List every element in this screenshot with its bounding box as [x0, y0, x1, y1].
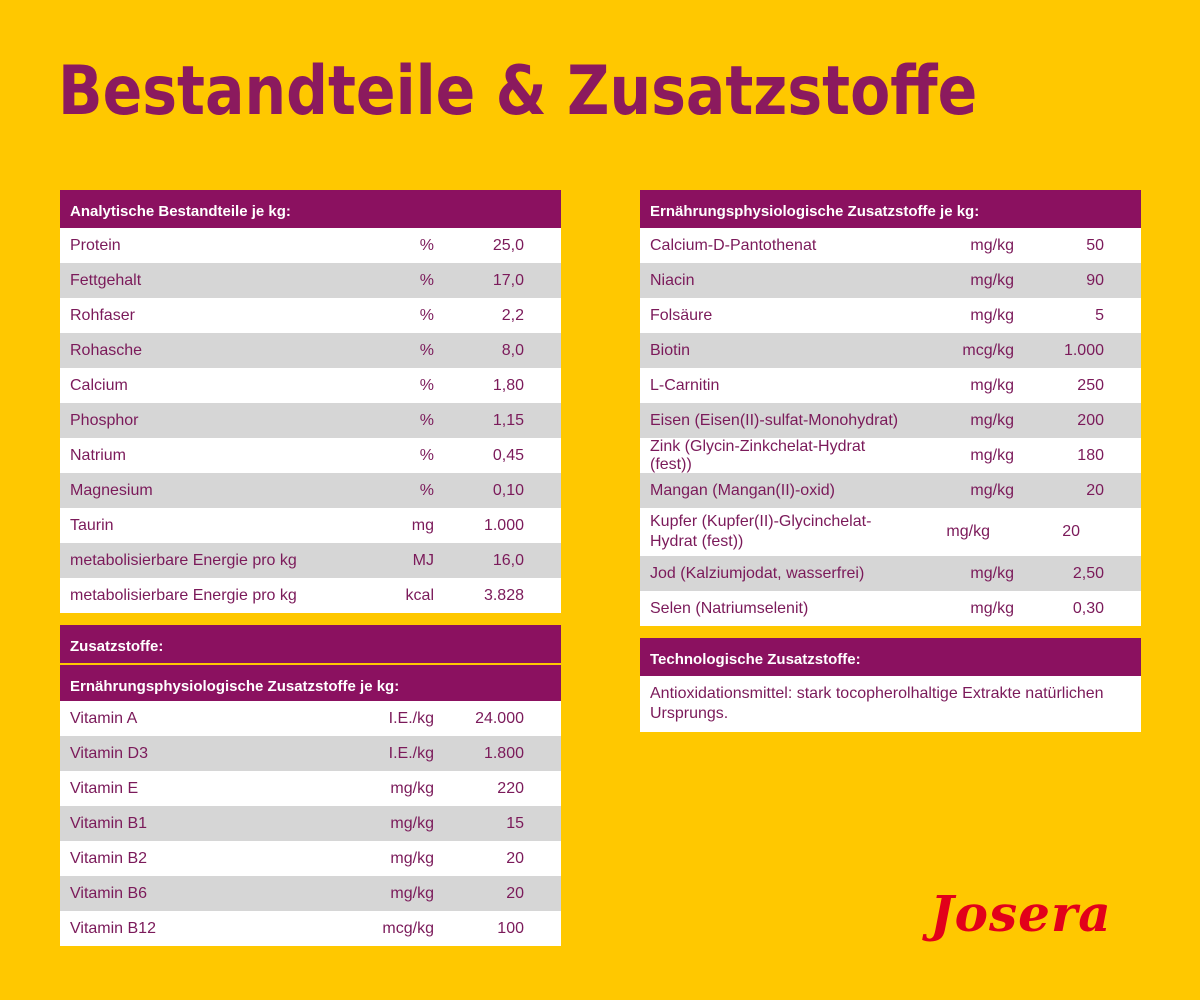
row-value: 24.000: [475, 709, 524, 727]
analytic-table: [60, 190, 561, 613]
additives-subheader: Ernährungsphysiologische Zusatzstoffe je kg:: [60, 663, 561, 701]
row-name: Vitamin B12: [70, 919, 156, 937]
row-unit: mg/kg: [970, 481, 1014, 499]
row-name: Folsäure: [650, 306, 713, 324]
table-row: [60, 298, 561, 333]
row-name: Vitamin B6: [70, 884, 148, 902]
technological-table: [640, 638, 1141, 732]
row-unit: I.E./kg: [388, 709, 434, 727]
row-value: 50: [1086, 236, 1104, 254]
row-name: Natrium: [70, 446, 127, 464]
table-row: [60, 841, 561, 876]
additives-header: Zusatzstoffe:: [60, 625, 561, 663]
row-name: Selen (Natriumselenit): [650, 599, 809, 617]
row-unit: mg/kg: [970, 411, 1014, 429]
row-name: Jod (Kalziumjodat, wasserfrei): [650, 564, 865, 582]
row-value: 3.828: [483, 586, 524, 604]
technological-text: Antioxidationsmittel: stark tocopherolhaltige Extrakte natürlichen Ursprungs.: [640, 676, 1141, 732]
row-name: Calcium: [70, 376, 128, 394]
row-value: 20: [1062, 523, 1080, 540]
row-unit: mg/kg: [390, 849, 434, 867]
row-name: Biotin: [650, 341, 691, 359]
row-unit: I.E./kg: [388, 744, 434, 762]
table-row: [60, 701, 561, 736]
row-unit: mg/kg: [970, 376, 1014, 394]
row-name: Vitamin B1: [70, 814, 148, 832]
row-unit: mg/kg: [970, 306, 1014, 324]
row-value: 8,0: [501, 341, 524, 359]
row-unit: %: [419, 236, 434, 254]
table-row: [640, 403, 1141, 438]
row-value: 20: [1086, 481, 1104, 499]
row-unit: %: [419, 481, 434, 499]
row-value: 200: [1077, 411, 1104, 429]
row-value: 15: [506, 814, 524, 832]
table-row: [60, 508, 561, 543]
row-unit: %: [419, 411, 434, 429]
row-name: Magnesium: [70, 481, 153, 499]
row-unit: mg/kg: [390, 814, 434, 832]
row-value: 1.000: [1063, 341, 1104, 359]
table-row: [60, 403, 561, 438]
table-row: [640, 556, 1141, 591]
table-row: [60, 473, 561, 508]
table-row: [60, 578, 561, 613]
row-unit: mg/kg: [970, 271, 1014, 289]
table-row: [640, 508, 1141, 556]
row-name: Niacin: [650, 271, 695, 289]
nutritional-rows: [640, 228, 1141, 626]
row-name: Vitamin D3: [70, 744, 148, 762]
row-value: 1.800: [483, 744, 524, 762]
additives-table: [60, 625, 561, 946]
row-unit: %: [419, 271, 434, 289]
row-value: 1,15: [492, 411, 524, 429]
nutritional-header: Ernährungsphysiologische Zusatzstoffe je kg:: [640, 190, 1141, 228]
analytic-rows: [60, 228, 561, 613]
technological-header: Technologische Zusatzstoffe:: [640, 638, 1141, 676]
row-unit: %: [419, 306, 434, 324]
row-unit: MJ: [412, 551, 434, 569]
row-value: 90: [1086, 271, 1104, 289]
row-unit: kcal: [405, 586, 434, 604]
row-unit: mg/kg: [946, 523, 990, 540]
row-value: 5: [1095, 306, 1104, 324]
row-value: 17,0: [492, 271, 524, 289]
table-row: [60, 806, 561, 841]
row-name: Kupfer (Kupfer(II)-Glycinchelat-Hydrat (fest)): [650, 513, 872, 550]
row-value: 1,80: [492, 376, 524, 394]
row-value: 250: [1077, 376, 1104, 394]
row-name: Calcium-D-Pantothenat: [650, 236, 817, 254]
row-value: 220: [497, 779, 524, 797]
row-value: 2,50: [1072, 564, 1104, 582]
row-name: Protein: [70, 236, 121, 254]
row-value: 20: [506, 884, 524, 902]
row-unit: mcg/kg: [382, 919, 434, 937]
table-row: [640, 368, 1141, 403]
table-row: [60, 543, 561, 578]
row-value: 180: [1077, 446, 1104, 464]
table-row: [60, 736, 561, 771]
josera-logo: Josera: [930, 884, 1112, 943]
row-value: 2,2: [501, 306, 524, 324]
row-unit: mg/kg: [970, 564, 1014, 582]
row-unit: mg/kg: [390, 779, 434, 797]
row-value: 20: [506, 849, 524, 867]
table-row: [60, 911, 561, 946]
row-value: 16,0: [492, 551, 524, 569]
row-unit: mg/kg: [970, 236, 1014, 254]
row-value: 100: [497, 919, 524, 937]
row-unit: %: [419, 446, 434, 464]
row-value: 0,30: [1072, 599, 1104, 617]
table-row: [640, 263, 1141, 298]
row-value: 0,10: [492, 481, 524, 499]
additives-rows: [60, 701, 561, 946]
row-name: Zink (Glycin-Zinkchelat-Hydrat (fest)): [650, 437, 866, 473]
row-name: Vitamin E: [70, 779, 139, 797]
table-row: [60, 438, 561, 473]
table-row: [60, 263, 561, 298]
table-row: [640, 473, 1141, 508]
row-value: 0,45: [492, 446, 524, 464]
row-name: Eisen (Eisen(II)-sulfat-Monohydrat): [650, 411, 899, 429]
table-row: [640, 591, 1141, 626]
row-value: 25,0: [492, 236, 524, 254]
row-unit: mg/kg: [970, 446, 1014, 464]
table-row: [60, 333, 561, 368]
table-row: [640, 333, 1141, 368]
row-unit: mcg/kg: [962, 341, 1014, 359]
table-row: [60, 228, 561, 263]
row-value: 1.000: [483, 516, 524, 534]
table-row: [60, 876, 561, 911]
page-title: Bestandteile & Zusatzstoffe: [58, 52, 978, 131]
table-row: [640, 298, 1141, 333]
row-name: metabolisierbare Energie pro kg: [70, 551, 297, 569]
row-unit: %: [419, 341, 434, 359]
row-name: metabolisierbare Energie pro kg: [70, 586, 297, 604]
row-unit: mg/kg: [390, 884, 434, 902]
row-name: Vitamin B2: [70, 849, 148, 867]
table-row: [640, 228, 1141, 263]
row-unit: %: [419, 376, 434, 394]
table-row: [60, 368, 561, 403]
row-name: Mangan (Mangan(II)-oxid): [650, 481, 835, 499]
table-row: [640, 438, 1141, 473]
table-row: [60, 771, 561, 806]
analytic-header: Analytische Bestandteile je kg:: [60, 190, 561, 228]
row-name: L-Carnitin: [650, 376, 720, 394]
row-name: Fettgehalt: [70, 271, 142, 289]
row-name: Vitamin A: [70, 709, 138, 727]
row-name: Phosphor: [70, 411, 139, 429]
row-name: Rohasche: [70, 341, 143, 359]
row-name: Taurin: [70, 516, 114, 534]
row-name: Rohfaser: [70, 306, 135, 324]
row-unit: mg/kg: [970, 599, 1014, 617]
nutritional-table: [640, 190, 1141, 626]
row-unit: mg: [411, 516, 434, 534]
